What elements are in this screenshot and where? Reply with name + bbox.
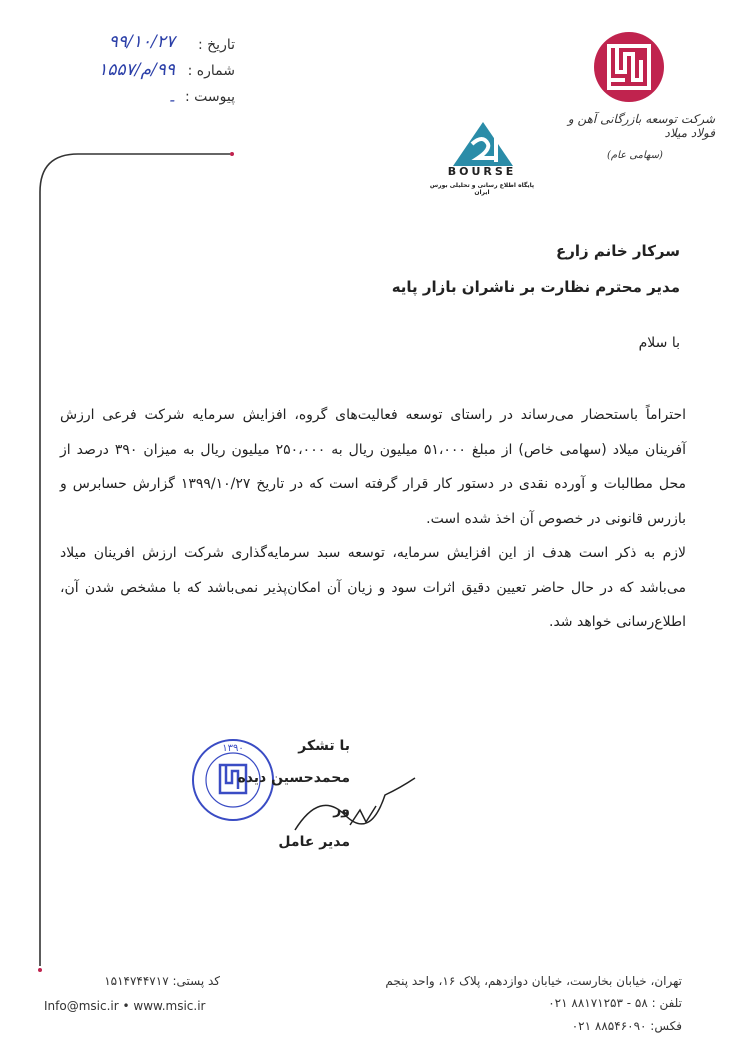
number-label: شماره : (187, 63, 235, 79)
footer-phone: تلفن : ۵۸ - ۸۸۱۷۱۲۵۳ ۰۲۱ (548, 996, 682, 1010)
signer-title: مدیر عامل (278, 834, 350, 850)
handwritten-signature (290, 770, 420, 840)
attachment-value: - (169, 90, 175, 109)
company-type: (سهامی عام) (607, 150, 663, 161)
footer-fax: فکس: ۸۸۵۴۶۰۹۰ ۰۲۱ (571, 1019, 682, 1033)
frame-dot-top (230, 152, 234, 156)
paragraph-2: لازم به ذکر است هدف از این افزایش سرمایه، توسعه سبد سرمایه‌گذاری شرکت ارزش افرینان میلاد می‌باشد که در حال حاضر تعیین دقیق اثرات سود و زیان آن امکان‌پذیر نمی‌باشد که با مشخص شدن آن، اطلاع‌رسانی خواهد شد. (60, 545, 686, 630)
stamp-year: ۱۳۹۰ (222, 743, 244, 754)
company-name: شرکت توسعه بازرگانی آهن و فولاد میلاد (567, 112, 715, 140)
letter-body (60, 398, 686, 640)
date-value: ۹۹/۱۰/۲۷ (108, 32, 175, 52)
paragraph-1: احتراماً باستحضار می‌رساند در راستای توسعه فعالیت‌های گروه، افزایش سرمایه شرکت فرعی ارزش آفرینان میلاد (سهامی خاص) از مبلغ ۵۱،۰۰۰ میلیون ریال به ۲۵۰،۰۰۰ میلیون ریال به میزان ۳۹۰ درصد از محل مطالبات و آورده نقدی در دستور کار قرار گرفته است که در تاریخ ۱۳۹۹/۱۰/۲۷ گزارش حسابرس و بازرس قانونی در خصوص آن اخذ شده است. (60, 407, 687, 527)
bourse-word: BOURSE (447, 165, 517, 178)
recipient-title: مدیر محترم نظارت بر ناشران بازار پایه (391, 278, 680, 296)
frame-dot-bottom (38, 968, 42, 972)
date-label: تاریخ : (197, 37, 235, 53)
footer-postal-code: کد پستی: ۱۵۱۴۷۴۴۷۱۷ (104, 974, 220, 988)
closing: با تشکر (298, 738, 350, 754)
number-value: ۹۹/م/۱۵۵۷ (98, 60, 175, 80)
signer-name: محمدحسین دیده ور (237, 770, 350, 818)
recipient-block (80, 233, 680, 305)
footer-web[interactable]: Info@msic.ir • www.msic.ir (44, 999, 206, 1013)
attachment-label: پیوست : (185, 89, 235, 105)
footer-address: تهران، خیابان بخارست، خیابان دوازدهم، پلاک ۱۶، واحد پنجم (385, 974, 682, 988)
recipient-name: سرکار خانم زارع (555, 242, 680, 260)
letter-meta-labels (175, 32, 235, 110)
company-logo (592, 30, 666, 104)
bourse-subtitle: پایگاه اطلاع رسانی و تحلیلی بورس ایران (429, 182, 535, 196)
greeting: با سلام (638, 335, 680, 351)
